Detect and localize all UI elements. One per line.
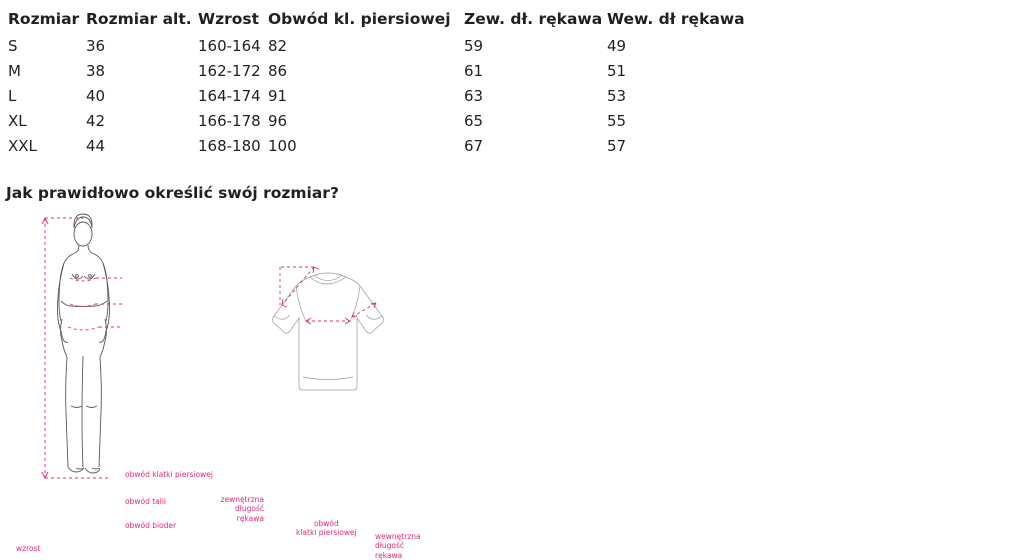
cell-height: 160-164 <box>198 37 261 55</box>
cell-size-alt: 40 <box>86 87 106 105</box>
body-label-hips: obwód bioder <box>125 521 177 530</box>
cell-size: XXL <box>8 137 37 155</box>
size-table <box>8 10 747 159</box>
column-header-size: Rozmiar <box>8 10 80 28</box>
column-header-inner-sleeve: Wew. dł rękawa <box>607 10 745 28</box>
table-row <box>8 109 747 134</box>
shirt-inner-sleeve-line-1: wewnętrzna <box>375 532 421 541</box>
cell-size-alt: 42 <box>86 112 106 130</box>
long-sleeve-shirt-figure <box>248 259 448 439</box>
cell-outer-sleeve: 65 <box>464 112 484 130</box>
table-header-row <box>8 10 747 34</box>
table-row <box>8 134 747 159</box>
cell-size: XL <box>8 112 27 130</box>
female-body-figure <box>0 206 230 486</box>
cell-chest: 82 <box>268 37 288 55</box>
cell-size-alt: 44 <box>86 137 106 155</box>
cell-height: 164-174 <box>198 87 261 105</box>
column-header-chest: Obwód kl. piersiowej <box>268 10 451 28</box>
shirt-outer-sleeve-line-2: długość <box>234 504 264 514</box>
shirt-outer-sleeve-line-1: zewnętrzna <box>220 495 264 504</box>
shirt-label-inner-sleeve <box>375 532 421 560</box>
shirt-chest-line-2: klatki piersiowej <box>296 528 357 538</box>
cell-size-alt: 38 <box>86 62 106 80</box>
body-label-waist: obwód talii <box>125 497 167 506</box>
cell-size: M <box>8 62 21 80</box>
size-chart-page <box>0 10 1024 560</box>
shirt-outer-sleeve-line-3: rękawa <box>236 513 264 523</box>
cell-chest: 100 <box>268 137 297 155</box>
cell-outer-sleeve: 59 <box>464 37 484 55</box>
body-label-chest: obwód klatki piersiowej <box>125 470 213 479</box>
cell-size-alt: 36 <box>86 37 106 55</box>
cell-outer-sleeve: 63 <box>464 87 484 105</box>
cell-height: 166-178 <box>198 112 261 130</box>
cell-chest: 96 <box>268 112 288 130</box>
cell-inner-sleeve: 57 <box>607 137 627 155</box>
shirt-label-outer-sleeve <box>218 495 264 523</box>
cell-inner-sleeve: 49 <box>607 37 627 55</box>
cell-size: S <box>8 37 18 55</box>
table-row <box>8 84 747 109</box>
shirt-chest-line-1: obwód <box>313 519 339 528</box>
cell-inner-sleeve: 53 <box>607 87 627 105</box>
shirt-inner-sleeve-line-2: długość <box>375 541 405 551</box>
cell-size: L <box>8 87 17 105</box>
column-header-height: Wzrost <box>198 10 260 28</box>
cell-outer-sleeve: 61 <box>464 62 484 80</box>
cell-outer-sleeve: 67 <box>464 137 484 155</box>
cell-chest: 91 <box>268 87 288 105</box>
cell-inner-sleeve: 55 <box>607 112 627 130</box>
column-header-size-alt: Rozmiar alt. <box>86 10 192 28</box>
cell-inner-sleeve: 51 <box>607 62 627 80</box>
how-to-measure-heading: Jak prawidłowo określić swój rozmiar? <box>6 184 339 202</box>
measurement-figures <box>0 214 1024 560</box>
column-header-outer-sleeve: Zew. dł. rękawa <box>464 10 603 28</box>
cell-height: 162-172 <box>198 62 261 80</box>
cell-height: 168-180 <box>198 137 261 155</box>
shirt-inner-sleeve-line-3: rękawa <box>375 550 403 560</box>
table-row <box>8 59 747 84</box>
body-label-height: wzrost <box>16 544 41 553</box>
cell-chest: 86 <box>268 62 288 80</box>
shirt-label-chest <box>296 519 357 538</box>
table-row <box>8 34 747 59</box>
